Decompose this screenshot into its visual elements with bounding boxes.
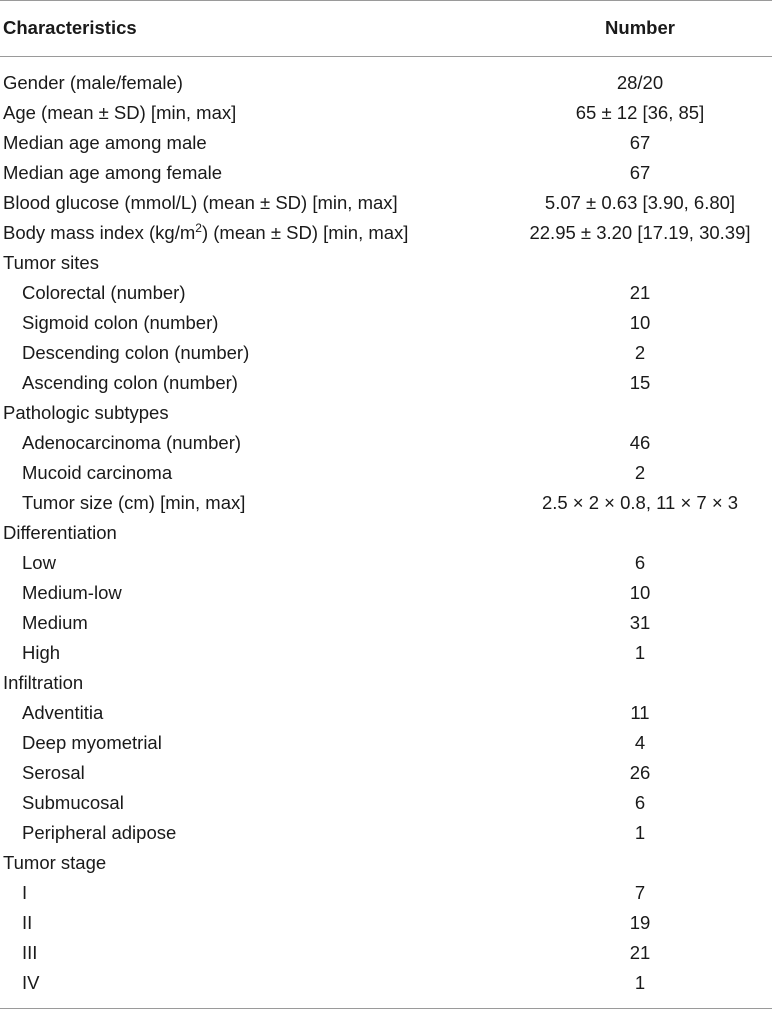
row-label: Blood glucose (mmol/L) (mean ± SD) [min, max] bbox=[3, 192, 398, 213]
row-value: 65 ± 12 [36, 85] bbox=[575, 102, 705, 123]
row-value: 7 bbox=[634, 882, 646, 903]
row-label: Mucoid carcinoma bbox=[22, 462, 173, 483]
table-row bbox=[0, 759, 772, 789]
row-value: 46 bbox=[629, 432, 651, 453]
header-characteristics: Characteristics bbox=[3, 17, 137, 38]
row-value: 2 bbox=[634, 342, 646, 363]
table-row bbox=[0, 579, 772, 609]
row-label: Medium-low bbox=[22, 582, 122, 603]
table-row bbox=[0, 909, 772, 939]
row-label: Differentiation bbox=[3, 522, 117, 543]
row-label: Descending colon (number) bbox=[22, 342, 250, 363]
header-number: Number bbox=[605, 17, 675, 38]
row-label: Low bbox=[22, 552, 56, 573]
row-value: 21 bbox=[629, 942, 651, 963]
row-label: Adenocarcinoma (number) bbox=[22, 432, 242, 453]
row-label: Tumor size (cm) [min, max] bbox=[22, 492, 246, 513]
row-value: 31 bbox=[629, 612, 651, 633]
row-value: 6 bbox=[634, 552, 646, 573]
table-row bbox=[0, 399, 772, 429]
row-label-part: ) (mean ± SD) [min, max] bbox=[201, 222, 409, 243]
row-value: 11 bbox=[630, 702, 650, 723]
table-row bbox=[0, 549, 772, 579]
row-label: Tumor sites bbox=[3, 252, 99, 273]
table-row bbox=[0, 219, 772, 249]
table-row bbox=[0, 969, 772, 999]
row-label: Deep myometrial bbox=[22, 732, 162, 753]
table-row bbox=[0, 189, 772, 219]
row-value: 2 bbox=[634, 462, 646, 483]
row-value: 1 bbox=[634, 822, 646, 843]
row-label: Median age among male bbox=[3, 132, 207, 153]
row-label: Age (mean ± SD) [min, max] bbox=[3, 102, 237, 123]
table-row bbox=[0, 789, 772, 819]
table-row bbox=[0, 879, 772, 909]
row-value: 22.95 ± 3.20 [17.19, 30.39] bbox=[529, 222, 751, 243]
row-label: Adventitia bbox=[22, 702, 104, 723]
row-label: Serosal bbox=[22, 762, 85, 783]
row-value: 5.07 ± 0.63 [3.90, 6.80] bbox=[544, 192, 736, 213]
row-label: High bbox=[22, 642, 61, 663]
row-label: Sigmoid colon (number) bbox=[22, 312, 219, 333]
table-row bbox=[0, 819, 772, 849]
row-label: IV bbox=[22, 972, 40, 993]
table-row bbox=[0, 849, 772, 879]
table-row bbox=[0, 459, 772, 489]
table-row bbox=[0, 489, 772, 519]
row-label: Infiltration bbox=[3, 672, 84, 693]
row-label: Submucosal bbox=[22, 792, 124, 813]
table-row bbox=[0, 309, 772, 339]
table-body bbox=[0, 69, 772, 999]
row-label: Pathologic subtypes bbox=[3, 402, 169, 423]
table-row bbox=[0, 939, 772, 969]
row-label: Ascending colon (number) bbox=[22, 372, 238, 393]
table-row bbox=[0, 369, 772, 399]
row-value: 67 bbox=[629, 162, 651, 183]
row-label: Gender (male/female) bbox=[3, 72, 183, 93]
table-row bbox=[0, 69, 772, 99]
table-header-row bbox=[0, 0, 772, 56]
table-bottom-rule bbox=[0, 1008, 772, 1009]
table-row bbox=[0, 669, 772, 699]
row-value: 4 bbox=[634, 732, 646, 753]
table-row bbox=[0, 639, 772, 669]
table-row bbox=[0, 159, 772, 189]
row-value: 2.5 × 2 × 0.8, 11 × 7 × 3 bbox=[541, 492, 739, 513]
table-row bbox=[0, 729, 772, 759]
table-row bbox=[0, 519, 772, 549]
row-value: 15 bbox=[629, 372, 651, 393]
row-label-superscript: 2 bbox=[195, 221, 202, 235]
table-row bbox=[0, 129, 772, 159]
table-row bbox=[0, 699, 772, 729]
row-value: 28/20 bbox=[616, 72, 664, 93]
row-value: 21 bbox=[629, 282, 651, 303]
table-row bbox=[0, 339, 772, 369]
row-value: 26 bbox=[629, 762, 651, 783]
table-row bbox=[0, 99, 772, 129]
row-label: Median age among female bbox=[3, 162, 223, 183]
table-row bbox=[0, 609, 772, 639]
table-row bbox=[0, 429, 772, 459]
row-label bbox=[3, 222, 408, 244]
row-value: 1 bbox=[634, 972, 646, 993]
row-value: 6 bbox=[634, 792, 646, 813]
row-label: Peripheral adipose bbox=[22, 822, 177, 843]
row-value: 67 bbox=[629, 132, 651, 153]
row-value: 19 bbox=[629, 912, 651, 933]
row-value: 10 bbox=[629, 582, 651, 603]
table-header-rule bbox=[0, 56, 772, 57]
row-label: Medium bbox=[22, 612, 88, 633]
row-value: 10 bbox=[629, 312, 651, 333]
table-row bbox=[0, 249, 772, 279]
row-label: II bbox=[22, 912, 33, 933]
row-label: Colorectal (number) bbox=[22, 282, 186, 303]
row-label: III bbox=[22, 942, 38, 963]
table-row bbox=[0, 279, 772, 309]
row-label-part: Body mass index (kg/m bbox=[3, 222, 196, 243]
row-label: I bbox=[22, 882, 28, 903]
row-value: 1 bbox=[634, 642, 646, 663]
row-label: Tumor stage bbox=[3, 852, 107, 873]
